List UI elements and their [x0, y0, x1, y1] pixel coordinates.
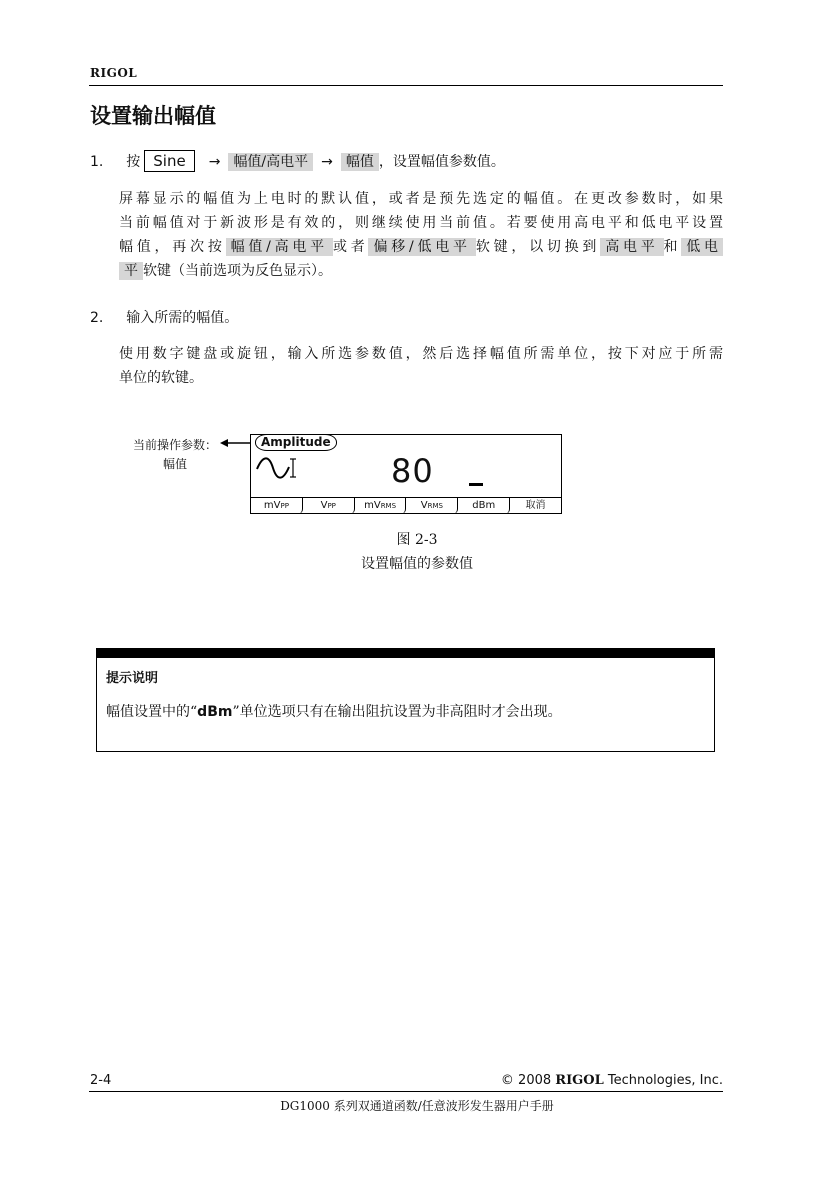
step1-para-line: 屏幕显示的幅值为上电时的默认值，或者是预先选定的幅值。在更改参数时，如果: [119, 191, 723, 207]
lcd-cursor: [469, 483, 483, 486]
footer-copyright: © 2008 RIGOL Technologies, Inc.: [500, 1073, 723, 1088]
step1-line: [90, 150, 505, 174]
lcd-softkey-bar: [251, 497, 561, 514]
sine-wave-icon: [255, 455, 299, 481]
figure-callout: [120, 436, 230, 474]
step2-paragraph: [119, 342, 723, 390]
softkey-lowlevel-cont: 平: [119, 262, 143, 280]
note-title: 提示说明: [106, 671, 159, 686]
lcd-screen: [250, 434, 562, 514]
step2-line: [90, 306, 238, 330]
callout-line1: 当前操作参数：: [132, 438, 217, 452]
figure-caption-number: 图 2-3: [396, 532, 438, 548]
step2-number: 2.: [90, 310, 104, 326]
lcd-value: 80: [391, 452, 434, 490]
figure-caption-text: 设置幅值的参数值: [361, 556, 473, 572]
softkey-highlevel: 高电平: [600, 238, 663, 256]
lcd-param-label: Amplitude: [255, 434, 337, 451]
callout-arrow-icon: [220, 436, 254, 450]
lcd-softkey-mvrms: mVRMS: [355, 498, 407, 514]
step1-prefix: 按: [126, 154, 141, 170]
step1-paragraph: [119, 187, 723, 283]
step2-para-line: 单位的软键。: [119, 370, 203, 386]
lcd-softkey-dbm: dBm: [458, 498, 510, 514]
header-brand: RIGOL: [90, 66, 138, 80]
callout-line2: 幅值: [162, 457, 187, 471]
step1-para-line: 幅值，再次按 幅值/高电平 或者 偏移/低电平 软键，以切换到 高电平 和 低电: [119, 235, 723, 259]
arrow-icon: →: [321, 154, 333, 170]
softkey-amplitude: 幅值: [341, 153, 379, 171]
step1-para-line: 当前幅值对于新波形是有效的，则继续使用当前值。若要使用高电平和低电平设置: [119, 215, 723, 231]
lcd-softkey-cancel: 取消: [525, 500, 546, 511]
softkey-lowlevel: 低电: [681, 238, 723, 256]
step2-para-line: 使用数字键盘或旋钮，输入所选参数值，然后选择幅值所需单位，按下对应于所需: [119, 346, 723, 362]
step2-text: 输入所需的幅值。: [126, 310, 239, 326]
step1-number: 1.: [90, 154, 104, 170]
softkey-amplitude-highlevel: 幅值/高电平: [226, 238, 333, 256]
sine-key: Sine: [144, 150, 194, 172]
footer-manual-title: DG1000 系列双通道函数/任意波形发生器用户手册: [280, 1099, 554, 1113]
footer-page-number: 2-4: [90, 1073, 112, 1088]
lcd-softkey-vpp: VPP: [303, 498, 355, 514]
lcd-softkey-vrms: VRMS: [406, 498, 458, 514]
section-title: 设置输出幅值: [90, 104, 216, 128]
note-box: [96, 648, 715, 752]
softkey-amplitude-highlevel: 幅值/高电平: [228, 153, 313, 171]
arrow-icon: →: [208, 154, 221, 170]
step1-suffix: ，设置幅值参数值。: [378, 154, 505, 170]
lcd-softkey-mvpp: mVPP: [251, 498, 303, 514]
step1-para-line: 平 软键（当前选项为反色显示）。: [119, 259, 723, 283]
header-rule: [89, 85, 723, 86]
footer-rule: [89, 1091, 723, 1092]
note-body: 幅值设置中的“dBm”单位选项只有在输出阻抗设置为非高阻时才会出现。: [106, 704, 562, 720]
softkey-offset-lowlevel: 偏移/低电平: [368, 238, 475, 256]
